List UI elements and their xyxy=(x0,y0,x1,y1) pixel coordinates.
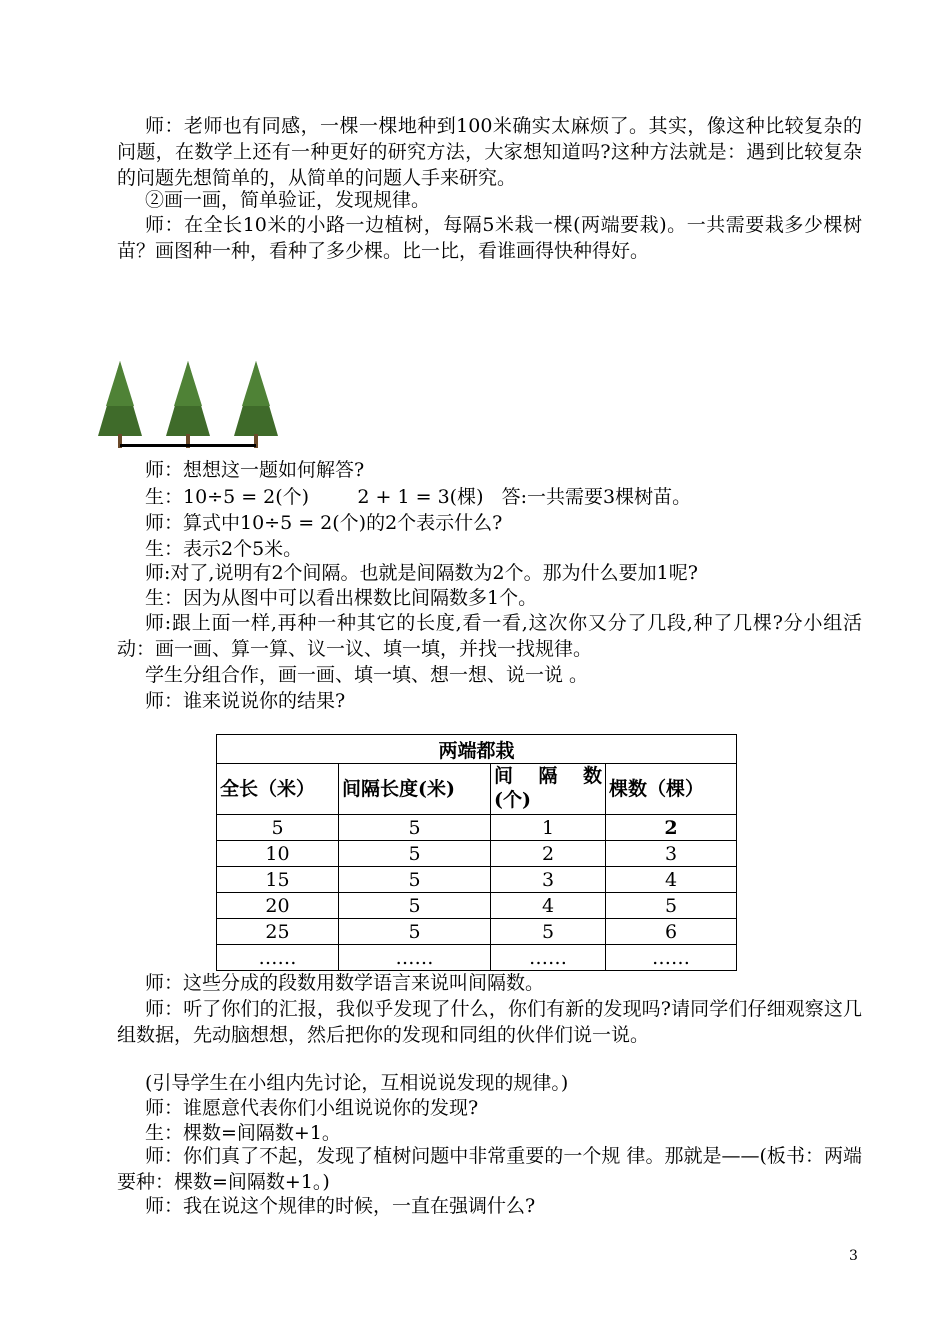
table-row: …… …… …… …… xyxy=(217,945,737,971)
paragraph-question: 师：在全长10米的小路一边植树，每隔5米栽一棵(两端要栽)。一共需要栽多少棵树苗？画图种一种，看种了多少棵。比一比，看谁画得快种得好。 xyxy=(117,214,862,262)
paragraph-step-draw: ②画一画，简单验证，发现规律。 xyxy=(145,189,431,211)
paragraph-student-meaning: 生：表示2个5米。 xyxy=(145,538,303,560)
table-row: 25 5 5 6 xyxy=(217,919,737,945)
paragraph-think: 师：想想这一题如何解答? xyxy=(145,459,365,481)
paragraph-group-work: 学生分组合作，画一画、填一填、想一想、说一说 。 xyxy=(145,664,589,686)
paragraph-rule: 生：棵数=间隔数+1。 xyxy=(145,1122,341,1144)
tree-icon xyxy=(166,361,210,448)
page-number: 3 xyxy=(849,1248,858,1264)
tree-icon xyxy=(234,361,278,448)
table-row: 15 5 3 4 xyxy=(217,867,737,893)
paragraph-observe: 师：听了你们的汇报，我似乎发现了什么，你们有新的发现吗?请同学们仔细观察这几组数据，先动脑想想，然后把你的发现和同组的伙伴们说一说。 xyxy=(117,998,862,1046)
paragraph-results-question: 师：谁来说说你的结果? xyxy=(145,690,346,712)
table-header-row xyxy=(217,764,737,815)
header-tree-count: 棵数（棵） xyxy=(606,764,737,815)
header-total-length: 全长（米） xyxy=(217,764,339,815)
table-title: 两端都栽 xyxy=(217,735,737,764)
paragraph-intervals: 师:对了,说明有2个间隔。也就是间隔数为2个。那为什么要加1呢? xyxy=(145,562,698,584)
paragraph-guide: (引导学生在小组内先讨论，互相说说发现的规律。) xyxy=(145,1072,569,1094)
header-interval-length: 间隔长度(米) xyxy=(339,764,491,815)
data-table xyxy=(216,734,737,971)
table-row: 20 5 4 5 xyxy=(217,893,737,919)
table-row: 10 5 2 3 xyxy=(217,841,737,867)
paragraph-board: 师：你们真了不起，发现了植树问题中非常重要的一个规 律。那就是——(板书：两端要种：棵数=间隔数+1。) xyxy=(117,1145,862,1193)
header-interval-count: 间 隔 数 (个) xyxy=(491,764,606,815)
paragraph-group-activity: 师:跟上面一样,再种一种其它的长度,看一看,这次你又分了几段,种了几棵?分小组活动：画一画、算一算、议一议、填一填，并找一找规律。 xyxy=(117,612,862,660)
table-row: 5 5 1 2 xyxy=(217,815,737,841)
table-title-row xyxy=(217,735,737,764)
paragraph-student-answer: 生：10÷5 = 2(个) 2 + 1 = 3(棵) 答:一共需要3棵树苗。 xyxy=(145,486,692,508)
paragraph-formula-question: 师：算式中10÷5 = 2(个)的2个表示什么? xyxy=(145,512,503,534)
tree-icon xyxy=(98,361,142,448)
paragraph-intervals-term: 师：这些分成的段数用数学语言来说叫间隔数。 xyxy=(145,972,545,994)
paragraph-teacher-intro: 师：老师也有同感，一棵一棵地种到100米确实太麻烦了。其实，像这种比较复杂的问题，在数学上还有一种更好的研究方法，大家想知道吗?这种方法就是：遇到比较复杂的问题先想简单的，从简单的问题人手来研究。 xyxy=(117,115,862,189)
paragraph-student-reason: 生：因为从图中可以看出棵数比间隔数多1个。 xyxy=(145,587,538,609)
paragraph-emphasis: 师：我在说这个规律的时候，一直在强调什么? xyxy=(145,1195,536,1217)
tree-illustration xyxy=(98,356,278,456)
paragraph-represent: 师：谁愿意代表你们小组说说你的发现? xyxy=(145,1097,479,1119)
road-line xyxy=(120,444,256,447)
